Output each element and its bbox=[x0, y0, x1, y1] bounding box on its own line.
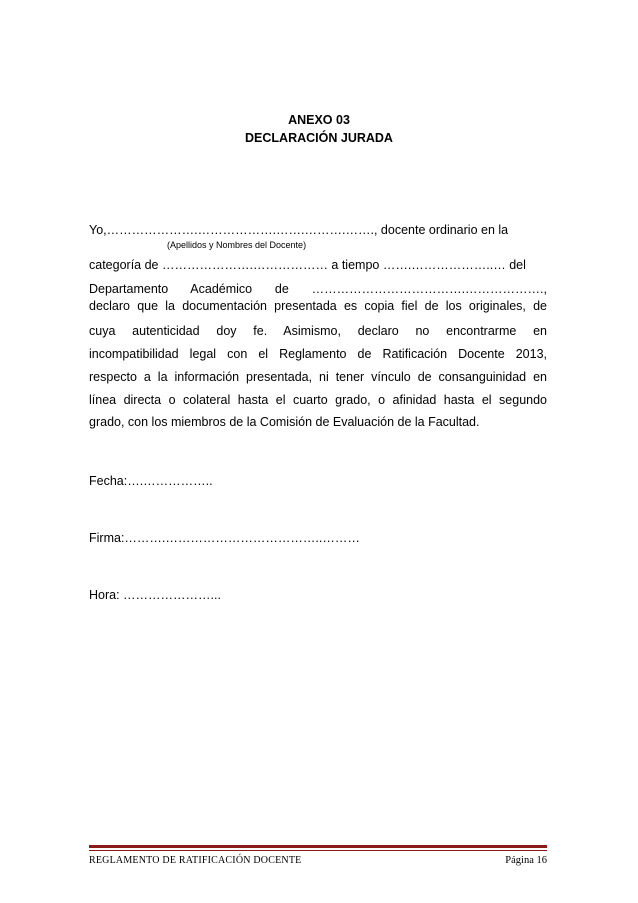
footer-rule-thick bbox=[89, 845, 547, 848]
declaration-line-4: declaro que la documentación presentada es copia fiel de los originales, de bbox=[89, 299, 547, 313]
declaration-line-5: cuya autenticidad doy fe. Asimismo, declaro no encontrarme en bbox=[89, 324, 547, 338]
footer-rule-thin bbox=[89, 850, 547, 851]
declaration-line-8: línea directa o colateral hasta el cuarto grado, o afinidad hasta el segundo bbox=[89, 393, 547, 407]
declaration-line-2: categoría de ………………….……………… a tiempo …….………………..… del bbox=[89, 258, 526, 272]
declaration-line-7: respecto a la información presentada, ni tener vínculo de consanguinidad en bbox=[89, 370, 547, 384]
name-field-note: (Apellidos y Nombres del Docente) bbox=[167, 240, 307, 250]
footer-page-number: Página 16 bbox=[505, 855, 547, 866]
declaration-line-6: incompatibilidad legal con el Reglamento de Ratificación Docente 2013, bbox=[89, 347, 547, 361]
document-title: DECLARACIÓN JURADA bbox=[245, 131, 393, 145]
declaration-line-1: Yo,………………….……………….…….……….……., docente ordinario en la bbox=[89, 223, 509, 237]
footer-document-title: REGLAMENTO DE RATIFICACIÓN DOCENTE bbox=[89, 855, 302, 866]
annex-label: ANEXO 03 bbox=[288, 113, 350, 127]
signature-field: Firma:……….………………………………..……… bbox=[89, 531, 360, 545]
declaration-line-3: Departamento Académico de ……………………………….………………., bbox=[89, 282, 547, 296]
date-field: Fecha:….…………….. bbox=[89, 474, 213, 488]
time-field: Hora: …………………... bbox=[89, 588, 221, 602]
declaration-line-9: grado, con los miembros de la Comisión de Evaluación de la Facultad. bbox=[89, 415, 480, 429]
